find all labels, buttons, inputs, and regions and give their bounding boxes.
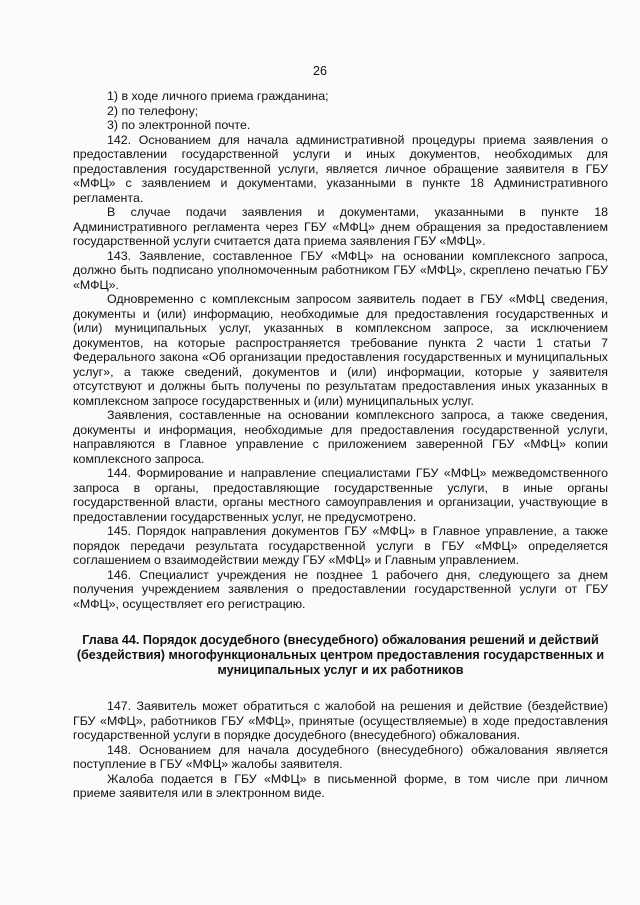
paragraph-148: 148. Основанием для начала досудебного (внесудебного) обжалования является поступление в ГБУ «МФЦ» жалобы заявителя. — [73, 742, 608, 772]
paragraph-applications: Заявления, составленные на основании комплексного запроса, а также сведения, документы и информация, необходимые для предоставления государственной услуги, направляются в Главное управление с приложением заверенной ГБУ «МФЦ» копии комплексного запроса. — [73, 408, 608, 466]
document-body — [73, 89, 608, 801]
paragraph-144: 144. Формирование и направление специалистами ГБУ «МФЦ» межведомственного запроса в органы, предоставляющие государственные услуги, в иные органы государственной власти, органы местного самоуправления и организации, участвующие в предоставлении государственных услуг, не предусмотрено. — [73, 466, 608, 524]
paragraph-complex-request: Одновременно с комплексным запросом заявитель подает в ГБУ «МФЦ сведения, документы и (или) информацию, необходимые для предоставления государственных и (или) муниципальных услуг, указанных в комплексном запросе, за исключением документов, на которые распространяется требование пункта 2 части 1 статьи 7 Федерального закона «Об организации предоставления государственных и муниципальных услуг», а также сведений, документов и (или) информации, которые у заявителя отсутствуют и должны быть получены по результатам предоставления иных указанных в комплексном запросе государственных и (или) муниципальных услуг. — [73, 292, 608, 408]
chapter-heading: Глава 44. Порядок досудебного (внесудебного) обжалования решений и действий (бездействия) многофункциональных центром предоставления государственных и муниципальных услуг и их работников — [76, 633, 605, 677]
spacer — [73, 677, 608, 699]
paragraph-mfc-date: В случае подачи заявления и документами, указанными в пункте 18 Административного регламента через ГБУ «МФЦ» днем обращения за предоставлением государственной услуги считается дата приема заявления ГБУ «МФЦ». — [73, 205, 608, 248]
list-item: 3) по электронной почте. — [107, 118, 251, 132]
paragraph-complaint: Жалоба подается в ГБУ «МФЦ» в письменной форме, в том числе при личном приеме заявителя или в электронном виде. — [73, 771, 608, 801]
paragraph-142: 142. Основанием для начала административной процедуры приема заявления о предоставлении государственной услуги и иных документов, необходимых для предоставления государственной услуги, является личное обращение заявителя в ГБУ «МФЦ» с заявлением и документами, указанными в пункте 18 Административного регламента. — [73, 132, 608, 205]
paragraph-147: 147. Заявитель может обратиться с жалобой на решения и действие (бездействие) ГБУ «МФЦ», работников ГБУ «МФЦ», принятые (осуществляемые) в ходе предоставления государственной услуги в порядке досудебного (внесудебного) обжалования. — [73, 699, 608, 743]
list-item: 1) в ходе личного приема гражданина; — [107, 89, 329, 103]
spacer — [73, 611, 608, 633]
paragraph-145: 145. Порядок направления документов ГБУ «МФЦ» в Главное управление, а также порядок передачи результата государственной услуги в ГБУ «МФЦ» определяется соглашением о взаимодействии между ГБУ «МФЦ» и Главным управлением. — [73, 524, 608, 567]
paragraph-143: 143. Заявление, составленное ГБУ «МФЦ» на основании комплексного запроса, должно быть подписано уполномоченным работником ГБУ «МФЦ», скреплено печатью ГБУ «МФЦ». — [73, 248, 608, 292]
list-item: 2) по телефону; — [107, 103, 199, 118]
page-number: 26 — [313, 64, 327, 78]
paragraph-146: 146. Специалист учреждения не позднее 1 рабочего дня, следующего за днем получения учреждением заявления о предоставлении государственной услуги от ГБУ «МФЦ», осуществляет его регистрацию. — [73, 567, 608, 611]
